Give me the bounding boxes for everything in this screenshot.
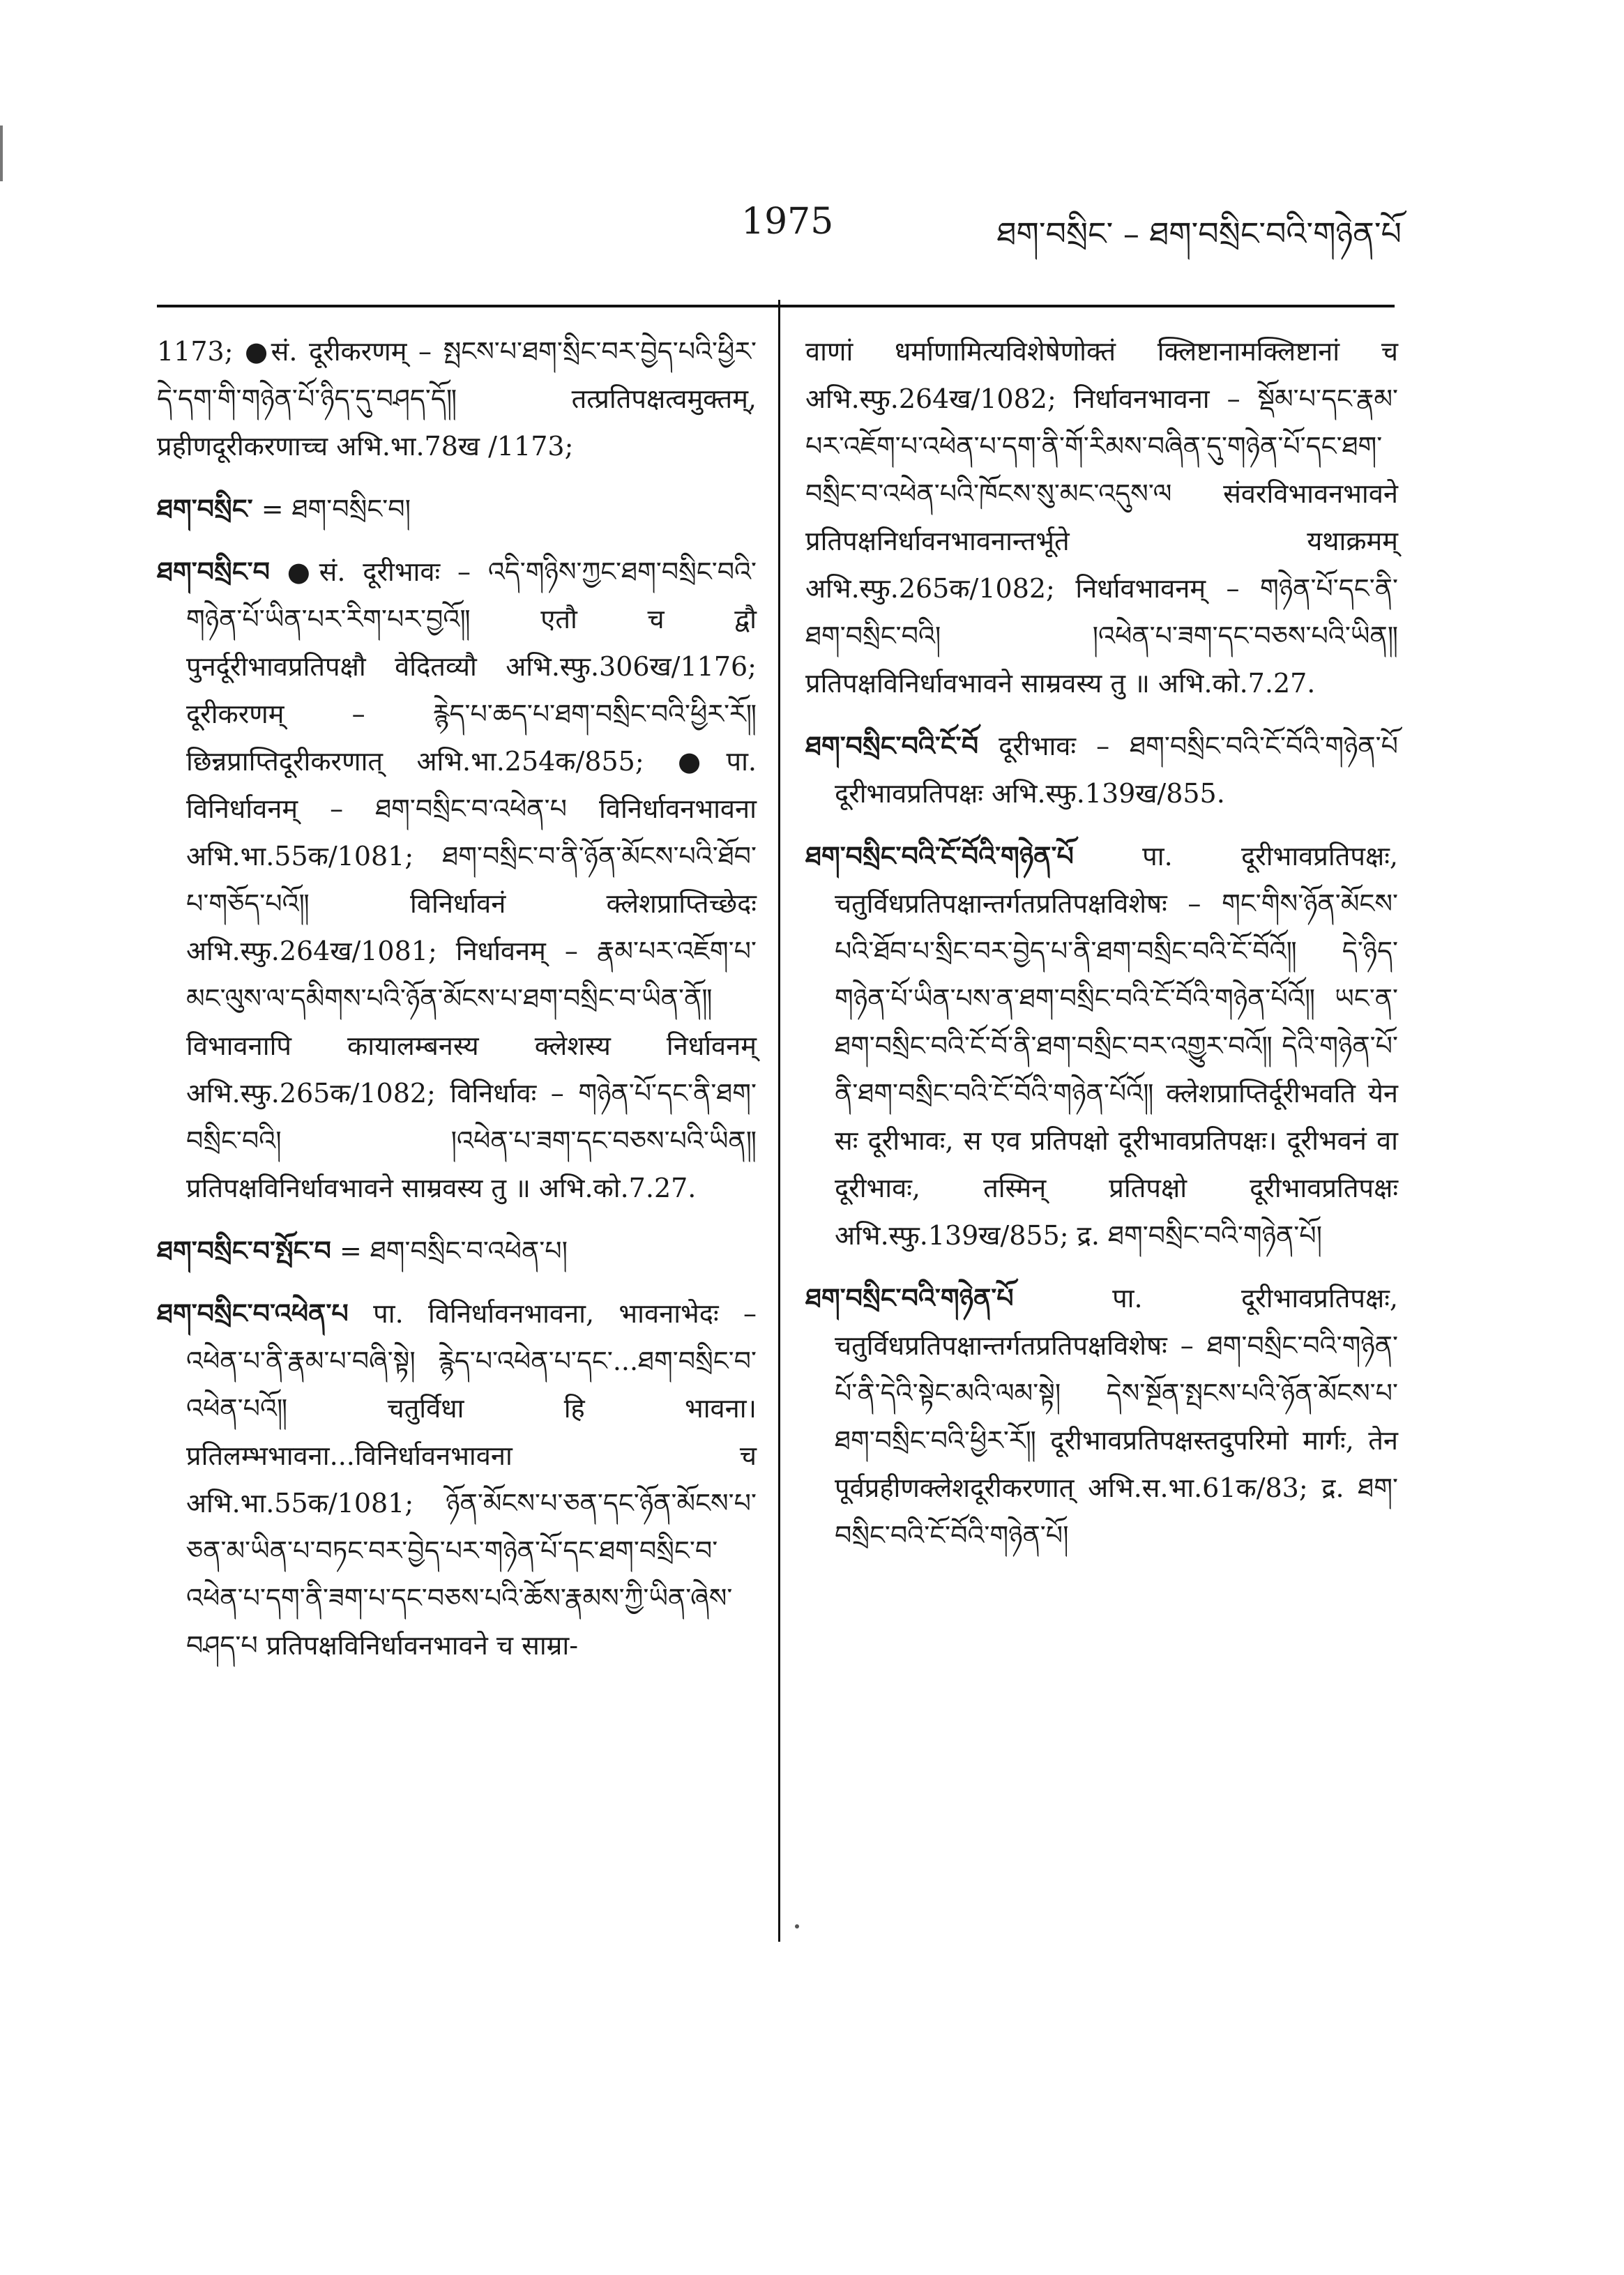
- headword: ཐག་བསྲིང་བའི་ངོ་བོའི་གཉེན་པོ: [805, 840, 1074, 872]
- headword: ཐག་བསྲིང་བའི་ངོ་བོ: [805, 730, 979, 761]
- header-rule: [157, 305, 1395, 307]
- entry-body: पा. विनिर्धावनभावना, भावनाभेदः – འཕེན་པ་ནི་རྣམ་པ་བཞི་སྟེ། རྙེད་པ་འཕེན་པ་དང་...ཐག་བསྲིང་བ་འཕེན་པའོ༎ चतुर्विधा हि भावना। प्रतिलम्भभावना...विनिर्धावनभावना च अभि.भा.55क/1081; ཉོན་མོངས་པ་ཅན་དང་ཉོན་མོངས་པ་ཅན་མ་ཡིན་པ་བཏང་བར་བྱེད་པར་གཉེན་པོ་དང་ཐག་བསྲིང་བ་འཕེན་པ་དག་ནི་ཟག་པ་དང་བཅས་པའི་ཆོས་རྣམས་ཀྱི་ཡིན་ཞེས་བཤད་པ प्रतिपक्षविनिर्धावनभावने च साम्रा-: [186, 1298, 757, 1661]
- dictionary-entry: [157, 548, 757, 1212]
- dictionary-entry: [157, 485, 757, 533]
- running-head: ཐག་བསྲིང་ – ཐག་བསྲིང་བའི་གཉེན་པོ: [996, 215, 1402, 252]
- dictionary-entry: [157, 1227, 757, 1275]
- headword: ཐག་བསྲིང་བ་སྤོང་བ: [157, 1235, 331, 1266]
- entry-body: पा. दूरीभावप्रतिपक्षः, चतुर्विधप्रतिपक्षान्तर्गतप्रतिपक्षविशेषः – ཐག་བསྲིང་བའི་གཉེན་པོ་ནི་དེའི་སྟེང་མའི་ལམ་སྟེ། དེས་སྔོན་སྤངས་པའི་ཉོན་མོངས་པ་ཐག་བསྲིང་བའི་ཕྱིར་རོ༎ दूरीभावप्रतिपक्षस्तदुपरिमो मार्गः, तेन पूर्वप्रहीणक्लेशदूरीकरणात् अभि.स.भा.61क/83; द्र. ཐག་བསྲིང་བའི་ངོ་བོའི་གཉེན་པོ།: [835, 1283, 1398, 1551]
- left-column: [157, 328, 757, 1684]
- dictionary-entry: [805, 722, 1398, 817]
- continued-entry-text: 1173; ●सं. दूरीकरणम् – སྤངས་པ་ཐག་སྲིང་བར་བྱེད་པའི་ཕྱིར་དེ་དག་གི་གཉེན་པོ་ཉིད་དུ་བཤད་དོ༎ तत्प्रतिपक्षत्वमुक्तम्, प्रहीणदूरीकरणाच्च अभि.भा.78ख /1173;: [157, 336, 757, 462]
- entry-body: पा. दूरीभावप्रतिपक्षः, चतुर्विधप्रतिपक्षान्तर्गतप्रतिपक्षविशेषः – གང་གིས་ཉོན་མོངས་པའི་ཐོབ་པ་སྲིང་བར་བྱེད་པ་ནི་ཐག་བསྲིང་བའི་ངོ་བོའོ༎ དེ་ཉིད་གཉེན་པོ་ཡིན་པས་ན་ཐག་བསྲིང་བའི་ངོ་བོའི་གཉེན་པོའོ༎ ཡང་ན་ཐག་བསྲིང་བའི་ངོ་བོ་ནི་ཐག་བསྲིང་བར་འགྱུར་བའོ༎ དེའི་གཉེན་པོ་ནི་ཐག་བསྲིང་བའི་ངོ་བོའི་གཉེན་པོའོ༎ क्लेशप्राप्तिर्दूरीभवति येन सः दूरीभावः, स एव प्रतिपक्षो दूरीभावप्रतिपक्षः। दूरीभवनं वा दूरीभावः, तस्मिन् प्रतिपक्षो दूरीभावप्रतिपक्षः अभि.स्फु.139ख/855; द्र. ཐག་བསྲིང་བའི་གཉེན་པོ།: [835, 841, 1398, 1251]
- dictionary-entry: [805, 832, 1398, 1259]
- headword: ཐག་བསྲིང་བ་འཕེན་པ: [157, 1298, 349, 1329]
- dictionary-entry: [805, 1275, 1398, 1559]
- headword: ཐག་བསྲིང་: [157, 493, 253, 524]
- column-divider: [778, 300, 780, 1942]
- continued-entry-text: वाणां धर्माणामित्यविशेषेणोक्तं क्लिष्टानामक्लिष्टानां च अभि.स्फु.264ख/1082; निर्धावनभावना – སྡོམ་པ་དང་རྣམ་པར་འཇོག་པ་འཕེན་པ་དག་ནི་གོ་རིམས་བཞིན་དུ་གཉེན་པོ་དང་ཐག་བསྲིང་བ་འཕེན་པའི་ཁོངས་སུ་མང་འདུས་ལ संवरविभावनभावने प्रतिपक्षनिर्धावनभावनान्तर्भूते यथाक्रमम् अभि.स्फु.265क/1082; निर्धावभावनम् – གཉེན་པོ་དང་ནི་ཐག་བསྲིང་བའི། །འཕེན་པ་ཟག་དང་བཅས་པའི་ཡིན༎ प्रतिपक्षविनिर्धावभावने साम्रवस्य तु ॥ अभि.को.7.27.: [805, 336, 1398, 699]
- right-column: [805, 328, 1398, 1574]
- entry-body: ●सं. दूरीभावः – འདི་གཉིས་ཀྱང་ཐག་བསྲིང་བའི་གཉེན་པོ་ཡིན་པར་རིག་པར་བྱའོ༎ एतौ च द्वौ पुनर्दूरीभावप्रतिपक्षौ वेदितव्यौ अभि.स्फु.306ख/1176; दूरीकरणम् – རྙེད་པ་ཆད་པ་ཐག་བསྲིང་བའི་ཕྱིར་རོ༎ छिन्नप्राप्तिदूरीकरणात् अभि.भा.254क/855; ●पा. विनिर्धावनम् – ཐག་བསྲིང་བ་འཕེན་པ विनिर्धावनभावना अभि.भा.55क/1081; ཐག་བསྲིང་བ་ནི་ཉོན་མོངས་པའི་ཐོབ་པ་གཅོད་པའོ༎ विनिर्धावनं क्लेशप्राप्तिच्छेदः अभि.स्फु.264ख/1081; निर्धावनम् – རྣམ་པར་འཇོག་པ་མང་ལུས་ལ་དམིགས་པའི་ཉོན་མོངས་པ་ཐག་བསྲིང་བ་ཡིན་ནོ༎ विभावनापि कायालम्बनस्य क्लेशस्य निर्धावनम् अभि.स्फु.265क/1082; विनिर्धावः – གཉེན་པོ་དང་ནི་ཐག་བསྲིང་བའི། །འཕེན་པ་ཟག་དང་བཅས་པའི་ཡིན༎ प्रतिपक्षविनिर्धावभावने साम्रवस्य तु ॥ अभि.को.7.27.: [186, 556, 757, 1203]
- scan-margin-mark: [0, 125, 3, 181]
- entry-body: = ཐག་བསྲིང་བ་འཕེན་པ།: [331, 1235, 568, 1266]
- entry-body: दूरीभावः – ཐག་བསྲིང་བའི་ངོ་བོའི་གཉེན་པོ दूरीभावप्रतिपक्षः अभि.स्फु.139ख/855.: [835, 731, 1398, 809]
- headword: ཐག་བསྲིང་བའི་གཉེན་པོ: [805, 1282, 1014, 1314]
- entry-body: = ཐག་བསྲིང་བ།: [252, 494, 411, 524]
- page-number: 1975: [741, 201, 834, 243]
- scan-speck: [795, 1924, 799, 1928]
- headword: ཐག་བསྲིང་བ: [157, 556, 270, 587]
- dictionary-entry: [157, 1290, 757, 1669]
